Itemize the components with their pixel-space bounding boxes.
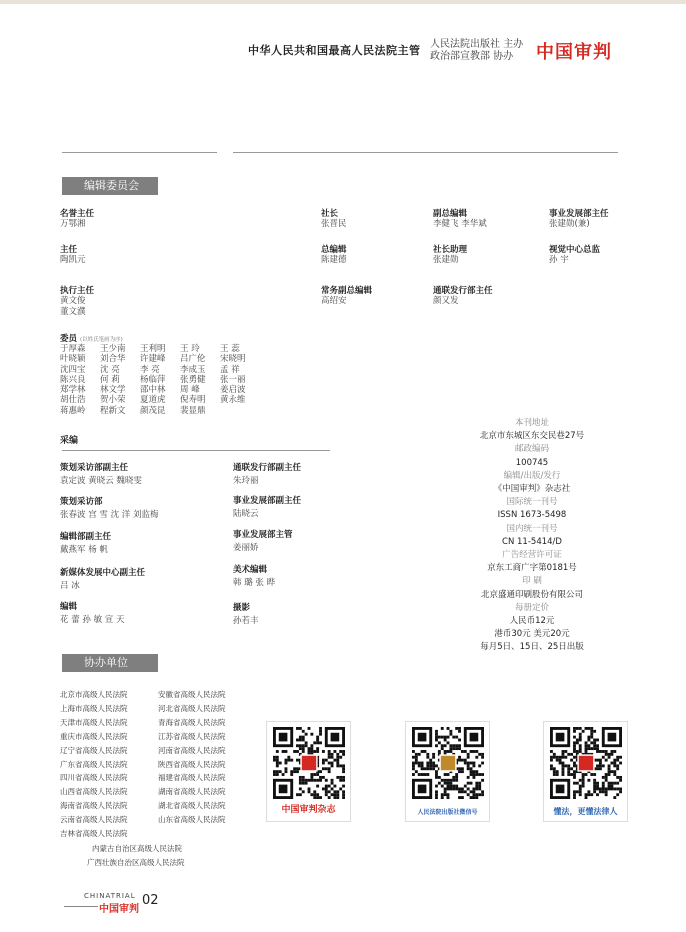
info-label: 国内统一刊号	[506, 523, 558, 534]
role-block	[60, 243, 86, 266]
info-value: CN 11-5414/D	[502, 536, 562, 547]
member-name: 林文学	[100, 385, 126, 396]
caibian-block	[60, 461, 142, 487]
members-note: (以姓氏笔画为序)	[79, 337, 123, 343]
court-name: 青海省高级人民法院	[158, 717, 226, 727]
qr-card	[543, 721, 628, 822]
caibian-role: 摄影	[233, 603, 251, 613]
divider	[62, 152, 217, 153]
member-name: 颜茂昆	[140, 405, 166, 416]
info-value: 《中国审判》杂志社	[493, 484, 571, 495]
member-name: 何 莉	[100, 374, 120, 385]
info-label: 广告经营许可证	[502, 550, 562, 561]
publisher-line: 人民法院出版社 主办	[430, 39, 524, 50]
member-name: 王 蕊	[220, 344, 240, 354]
caibian-role: 美术编辑	[233, 565, 268, 575]
member-name: 许建峰	[140, 354, 166, 365]
co-organizers-tag: 协办单位	[62, 654, 158, 672]
footer-brand-cn: 中国审判	[99, 904, 139, 915]
member-name: 陈兴良	[60, 374, 86, 385]
role-block	[549, 207, 609, 230]
court-name: 吉林省高级人民法院	[60, 829, 128, 839]
role-block	[321, 207, 347, 230]
qr-code-icon	[412, 727, 484, 799]
court-name: 山东省高级人民法院	[158, 815, 226, 825]
members-title	[60, 332, 260, 344]
page-number: 02	[142, 893, 159, 908]
caibian-block	[233, 601, 259, 627]
role-title: 事业发展部主任	[549, 209, 609, 219]
member-name: 王 玲	[180, 344, 200, 354]
caibian-names: 韩 璐 张 晔	[233, 578, 276, 588]
member-name: 宋晓明	[220, 354, 246, 365]
caibian-names: 吕 冰	[60, 581, 80, 591]
caibian-role: 策划采访部	[60, 497, 103, 507]
role-title: 总编辑	[321, 245, 347, 255]
role-title: 社长	[321, 209, 339, 219]
role-title: 常务副总编辑	[321, 286, 373, 296]
info-label: 每册定价	[514, 602, 549, 613]
role-name: 陈建德	[321, 255, 347, 265]
editorial-board-tag: 编辑委员会	[62, 177, 158, 195]
member-name: 裴显鼎	[180, 405, 206, 416]
court-name: 湖北省高级人民法院	[158, 801, 226, 811]
publisher-line: 政治部宣教部 协办	[430, 51, 514, 62]
publication-info	[462, 417, 602, 655]
members-grid	[60, 344, 260, 416]
court-list-right	[158, 688, 226, 827]
court-list-left	[60, 688, 128, 841]
info-value: 每月5日、15日、25日出版	[480, 642, 584, 653]
member-name: 张勇健	[180, 374, 206, 385]
info-label: 本刊地址	[514, 418, 549, 428]
role-block	[60, 207, 94, 230]
footer-brand-en: CHINATRIAL	[84, 892, 136, 900]
member-name: 于厚森	[60, 344, 86, 354]
members-block	[60, 332, 260, 416]
role-title: 执行主任	[60, 286, 95, 296]
member-name: 胡仕浩	[60, 395, 86, 406]
court-name: 广东省高级人民法院	[60, 759, 128, 769]
info-label: 印 刷	[522, 576, 542, 587]
court-name: 山西省高级人民法院	[60, 787, 128, 797]
role-name: 万鄂湘	[60, 219, 86, 229]
member-name: 沈四宝	[60, 364, 86, 375]
member-name: 张一丽	[220, 374, 246, 385]
caibian-role: 编辑部副主任	[60, 532, 112, 542]
role-name: 张建勋	[433, 255, 459, 265]
caibian-block	[60, 530, 111, 556]
court-name: 云南省高级人民法院	[60, 815, 128, 825]
member-name: 王利明	[140, 344, 166, 354]
court-name: 天津市高级人民法院	[60, 717, 128, 727]
role-title: 副总编辑	[433, 209, 468, 219]
member-name: 李 亮	[140, 364, 160, 375]
info-value: 100745	[515, 457, 549, 468]
caibian-names: 朱玲丽	[233, 476, 259, 486]
role-block	[60, 284, 94, 318]
role-title: 主任	[60, 245, 78, 255]
role-name: 张建勋(兼)	[549, 219, 590, 229]
role-block	[549, 243, 600, 266]
member-name: 王少南	[100, 344, 126, 354]
court-name: 河北省高级人民法院	[158, 703, 226, 713]
publisher-block	[430, 39, 523, 63]
qr-card	[266, 721, 351, 822]
role-name: 董文濮	[60, 307, 86, 317]
caibian-names: 袁定波 黄晓云 魏晓雯	[60, 476, 142, 486]
member-name: 郑学林	[60, 385, 86, 396]
court-name: 内蒙古自治区高级人民法院	[92, 844, 182, 853]
court-name: 海南省高级人民法院	[60, 801, 128, 811]
info-value: 港币30元 美元20元	[494, 629, 570, 640]
court-name: 上海市高级人民法院	[60, 703, 128, 713]
member-name: 黄永维	[220, 395, 246, 406]
caibian-names: 戴燕军 杨 帆	[60, 545, 108, 555]
court-name: 北京市高级人民法院	[60, 690, 128, 699]
court-name: 河南省高级人民法院	[158, 745, 226, 755]
member-name: 夏道虎	[140, 395, 166, 406]
role-name: 陶凯元	[60, 255, 86, 265]
caibian-names: 陆晓云	[233, 509, 259, 519]
qr-caption: 人民法院出版社微信号	[417, 809, 478, 816]
info-label: 邮政编码	[514, 444, 549, 455]
caibian-names: 花 蕾 孙 敏 宣 天	[60, 615, 125, 625]
member-name: 叶晓颖	[60, 354, 86, 365]
court-name: 四川省高级人民法院	[60, 773, 128, 783]
footer-rule	[64, 906, 98, 907]
info-value: 北京盛通印刷股份有限公司	[480, 589, 583, 600]
member-name: 周 峰	[180, 385, 200, 396]
role-block	[321, 284, 372, 307]
role-name: 孙 宇	[549, 255, 569, 265]
court-name: 重庆市高级人民法院	[60, 731, 128, 741]
caibian-role: 编辑	[60, 602, 78, 612]
role-block	[321, 243, 347, 266]
caibian-role: 事业发展部主管	[233, 530, 293, 540]
member-name: 贺小荣	[100, 395, 126, 406]
caibian-block	[233, 563, 275, 589]
role-name: 高绍安	[321, 296, 347, 306]
info-label: 编辑/出版/发行	[503, 470, 561, 481]
caibian-block	[233, 461, 301, 487]
caibian-role: 通联发行部副主任	[233, 463, 302, 473]
court-name: 安徽省高级人民法院	[158, 690, 226, 699]
caibian-role: 新媒体发展中心副主任	[60, 568, 146, 578]
info-value: 人民币12元	[509, 616, 555, 627]
role-block	[433, 207, 487, 230]
member-name: 蒋惠岭	[60, 405, 86, 416]
role-title: 社长助理	[433, 245, 468, 255]
role-block	[433, 284, 493, 307]
qr-code-icon	[273, 727, 345, 799]
member-name: 刘合华	[100, 354, 126, 365]
sponsor-line: 中华人民共和国最高人民法院主管	[248, 44, 421, 57]
caibian-block	[60, 495, 159, 521]
magazine-logo: 中国审判	[536, 42, 612, 63]
role-name: 张晋民	[321, 219, 347, 229]
caibian-block	[60, 600, 125, 626]
caibian-names: 孙若丰	[233, 616, 259, 626]
court-name: 江苏省高级人民法院	[158, 731, 226, 741]
caibian-title: 采编	[60, 436, 79, 446]
info-label: 国际统一刊号	[506, 497, 558, 508]
member-name: 姜启波	[220, 385, 246, 396]
caibian-role: 策划采访部副主任	[60, 463, 129, 473]
top-bar	[0, 0, 686, 4]
member-name: 杨临萍	[140, 374, 166, 385]
caibian-names: 姜丽娇	[233, 543, 259, 553]
role-name: 颜又发	[433, 296, 459, 306]
qr-card	[405, 721, 490, 822]
caibian-block	[233, 494, 301, 520]
info-value: 京东工商广字第0181号	[487, 563, 577, 574]
member-name: 吕广伦	[180, 354, 206, 365]
divider	[233, 152, 618, 153]
divider	[62, 450, 330, 451]
court-list-center	[87, 842, 185, 870]
caibian-names: 张春波 宫 雪 沈 洋 刘监梅	[60, 510, 159, 520]
qr-code-icon	[550, 727, 622, 799]
members-title-text: 委员	[60, 334, 78, 344]
qr-caption: 懂法，更懂法律人	[553, 807, 618, 816]
role-name: 李健飞 李华斌	[433, 219, 487, 229]
caibian-role: 事业发展部副主任	[233, 496, 302, 506]
court-name: 陕西省高级人民法院	[158, 759, 226, 769]
role-name: 黄文俊	[60, 296, 86, 306]
member-name: 倪寿明	[180, 395, 206, 406]
court-name: 湖南省高级人民法院	[158, 787, 226, 797]
role-title: 视觉中心总监	[549, 245, 601, 255]
court-name: 福建省高级人民法院	[158, 773, 226, 783]
role-title: 通联发行部主任	[433, 286, 493, 296]
role-block	[433, 243, 467, 266]
member-name: 程新文	[100, 405, 126, 416]
member-name: 沈 亮	[100, 364, 120, 375]
member-name: 李成玉	[180, 364, 206, 375]
caibian-block	[60, 566, 145, 592]
caibian-block	[233, 528, 293, 554]
role-title: 名誉主任	[60, 209, 95, 219]
info-value: ISSN 1673-5498	[497, 510, 567, 521]
member-name: 邵中林	[140, 385, 166, 396]
qr-caption: 中国审判杂志	[281, 805, 336, 815]
info-value: 北京市东城区东交民巷27号	[479, 431, 585, 442]
court-name: 辽宁省高级人民法院	[60, 745, 128, 755]
member-name: 孟 祥	[220, 364, 240, 375]
court-name: 广西壮族自治区高级人民法院	[87, 857, 185, 867]
